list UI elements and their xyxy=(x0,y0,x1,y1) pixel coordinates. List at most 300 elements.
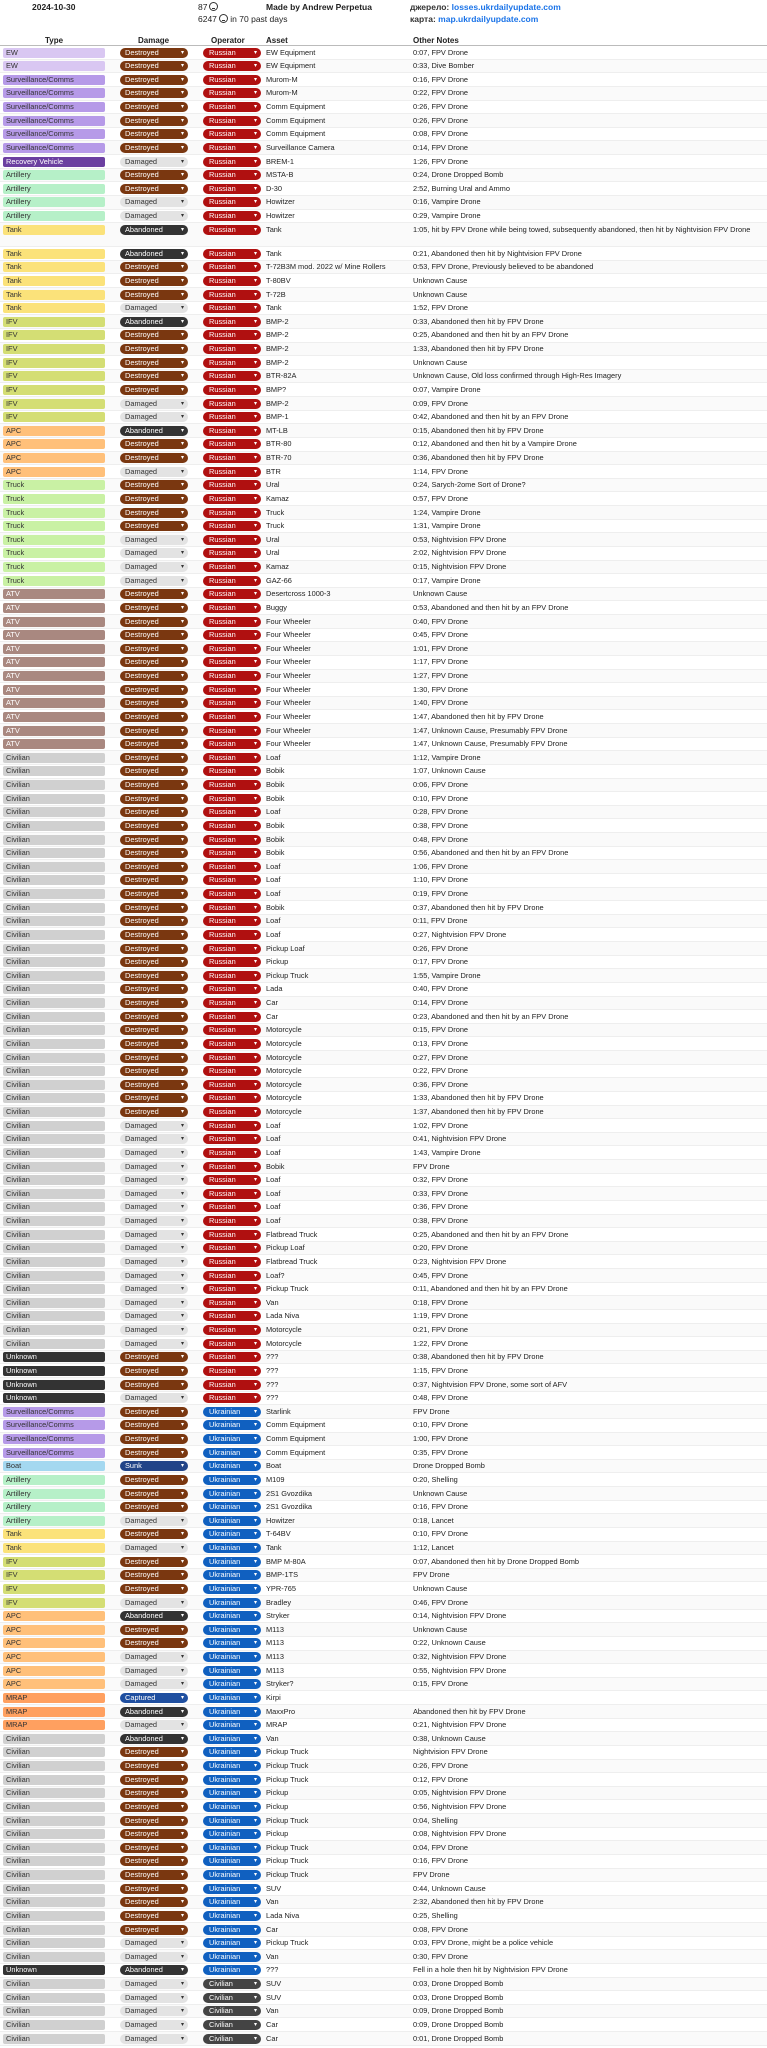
operator-select[interactable] xyxy=(203,1734,261,1744)
damage-select[interactable] xyxy=(120,1298,188,1308)
damage-select[interactable] xyxy=(120,102,188,112)
operator-select[interactable] xyxy=(203,807,261,817)
operator-select[interactable] xyxy=(203,480,261,490)
operator-select[interactable] xyxy=(203,1053,261,1063)
damage-select[interactable] xyxy=(120,453,188,463)
damage-select[interactable] xyxy=(120,426,188,436)
operator-select[interactable] xyxy=(203,197,261,207)
damage-select[interactable] xyxy=(120,170,188,180)
damage-select[interactable] xyxy=(120,1761,188,1771)
operator-select[interactable] xyxy=(203,1216,261,1226)
operator-select[interactable] xyxy=(203,1325,261,1335)
damage-select[interactable] xyxy=(120,617,188,627)
damage-select[interactable] xyxy=(120,1802,188,1812)
damage-select[interactable] xyxy=(120,1489,188,1499)
operator-select[interactable] xyxy=(203,1284,261,1294)
operator-select[interactable] xyxy=(203,88,261,98)
damage-select[interactable] xyxy=(120,1284,188,1294)
operator-select[interactable] xyxy=(203,712,261,722)
damage-select[interactable] xyxy=(120,2034,188,2044)
damage-select[interactable] xyxy=(120,1693,188,1703)
operator-select[interactable] xyxy=(203,1570,261,1580)
damage-select[interactable] xyxy=(120,508,188,518)
damage-select[interactable] xyxy=(120,1121,188,1131)
operator-select[interactable] xyxy=(203,1543,261,1553)
damage-select[interactable] xyxy=(120,1393,188,1403)
operator-select[interactable] xyxy=(203,2034,261,2044)
damage-select[interactable] xyxy=(120,1380,188,1390)
operator-select[interactable] xyxy=(203,1952,261,1962)
operator-select[interactable] xyxy=(203,821,261,831)
operator-select[interactable] xyxy=(203,1066,261,1076)
operator-select[interactable] xyxy=(203,170,261,180)
damage-select[interactable] xyxy=(120,1189,188,1199)
damage-select[interactable] xyxy=(120,548,188,558)
damage-select[interactable] xyxy=(120,1938,188,1948)
damage-select[interactable] xyxy=(120,1707,188,1717)
operator-select[interactable] xyxy=(203,916,261,926)
operator-select[interactable] xyxy=(203,1584,261,1594)
operator-select[interactable] xyxy=(203,630,261,640)
operator-select[interactable] xyxy=(203,102,261,112)
damage-select[interactable] xyxy=(120,2020,188,2030)
operator-select[interactable] xyxy=(203,1557,261,1567)
operator-select[interactable] xyxy=(203,344,261,354)
operator-select[interactable] xyxy=(203,944,261,954)
damage-select[interactable] xyxy=(120,1039,188,1049)
operator-select[interactable] xyxy=(203,508,261,518)
operator-select[interactable] xyxy=(203,535,261,545)
operator-select[interactable] xyxy=(203,1257,261,1267)
map-link[interactable] xyxy=(410,14,538,24)
damage-select[interactable] xyxy=(120,944,188,954)
operator-select[interactable] xyxy=(203,494,261,504)
operator-select[interactable] xyxy=(203,644,261,654)
operator-select[interactable] xyxy=(203,290,261,300)
damage-select[interactable] xyxy=(120,1461,188,1471)
operator-select[interactable] xyxy=(203,2006,261,2016)
operator-select[interactable] xyxy=(203,75,261,85)
operator-select[interactable] xyxy=(203,276,261,286)
operator-select[interactable] xyxy=(203,603,261,613)
operator-select[interactable] xyxy=(203,984,261,994)
damage-select[interactable] xyxy=(120,1788,188,1798)
damage-select[interactable] xyxy=(120,726,188,736)
operator-select[interactable] xyxy=(203,562,261,572)
damage-select[interactable] xyxy=(120,371,188,381)
damage-select[interactable] xyxy=(120,1434,188,1444)
operator-select[interactable] xyxy=(203,1420,261,1430)
damage-select[interactable] xyxy=(120,971,188,981)
damage-select[interactable] xyxy=(120,1134,188,1144)
operator-select[interactable] xyxy=(203,1434,261,1444)
operator-select[interactable] xyxy=(203,1162,261,1172)
operator-select[interactable] xyxy=(203,1352,261,1362)
damage-select[interactable] xyxy=(120,1897,188,1907)
operator-select[interactable] xyxy=(203,412,261,422)
operator-select[interactable] xyxy=(203,589,261,599)
operator-select[interactable] xyxy=(203,1311,261,1321)
damage-select[interactable] xyxy=(120,344,188,354)
operator-select[interactable] xyxy=(203,1761,261,1771)
operator-select[interactable] xyxy=(203,1148,261,1158)
operator-select[interactable] xyxy=(203,1707,261,1717)
damage-select[interactable] xyxy=(120,916,188,926)
damage-select[interactable] xyxy=(120,249,188,259)
operator-select[interactable] xyxy=(203,385,261,395)
damage-select[interactable] xyxy=(120,1475,188,1485)
operator-select[interactable] xyxy=(203,685,261,695)
operator-select[interactable] xyxy=(203,1598,261,1608)
damage-select[interactable] xyxy=(120,197,188,207)
damage-select[interactable] xyxy=(120,1516,188,1526)
operator-select[interactable] xyxy=(203,1925,261,1935)
operator-select[interactable] xyxy=(203,2020,261,2030)
damage-select[interactable] xyxy=(120,1952,188,1962)
operator-select[interactable] xyxy=(203,157,261,167)
source-link[interactable] xyxy=(410,2,561,12)
damage-select[interactable] xyxy=(120,794,188,804)
damage-select[interactable] xyxy=(120,184,188,194)
operator-select[interactable] xyxy=(203,835,261,845)
operator-select[interactable] xyxy=(203,262,261,272)
damage-select[interactable] xyxy=(120,1829,188,1839)
operator-select[interactable] xyxy=(203,1843,261,1853)
damage-select[interactable] xyxy=(120,1734,188,1744)
damage-select[interactable] xyxy=(120,807,188,817)
damage-select[interactable] xyxy=(120,766,188,776)
damage-select[interactable] xyxy=(120,698,188,708)
damage-select[interactable] xyxy=(120,1584,188,1594)
asset-cell xyxy=(266,1638,411,1648)
damage-select[interactable] xyxy=(120,1843,188,1853)
operator-select[interactable] xyxy=(203,657,261,667)
damage-select[interactable] xyxy=(120,48,188,58)
damage-select[interactable] xyxy=(120,821,188,831)
damage-select[interactable] xyxy=(120,903,188,913)
damage-select[interactable] xyxy=(120,889,188,899)
damage-select[interactable] xyxy=(120,480,188,490)
operator-select[interactable] xyxy=(203,1638,261,1648)
operator-select[interactable] xyxy=(203,671,261,681)
damage-select[interactable] xyxy=(120,671,188,681)
damage-select[interactable] xyxy=(120,1352,188,1362)
operator-select[interactable] xyxy=(203,211,261,221)
operator-select[interactable] xyxy=(203,998,261,1008)
operator-select[interactable] xyxy=(203,1747,261,1757)
damage-select[interactable] xyxy=(120,1775,188,1785)
damage-select[interactable] xyxy=(120,303,188,313)
damage-select[interactable] xyxy=(120,753,188,763)
operator-select[interactable] xyxy=(203,1911,261,1921)
damage-select[interactable] xyxy=(120,1747,188,1757)
operator-select[interactable] xyxy=(203,1298,261,1308)
operator-select[interactable] xyxy=(203,1965,261,1975)
operator-select[interactable] xyxy=(203,1202,261,1212)
damage-select[interactable] xyxy=(120,862,188,872)
operator-select[interactable] xyxy=(203,753,261,763)
damage-select[interactable] xyxy=(120,1366,188,1376)
operator-select[interactable] xyxy=(203,1693,261,1703)
operator-select[interactable] xyxy=(203,453,261,463)
damage-select[interactable] xyxy=(120,358,188,368)
operator-select[interactable] xyxy=(203,889,261,899)
operator-select[interactable] xyxy=(203,862,261,872)
operator-select[interactable] xyxy=(203,1366,261,1376)
damage-select[interactable] xyxy=(120,1625,188,1635)
damage-select[interactable] xyxy=(120,1529,188,1539)
operator-select[interactable] xyxy=(203,1175,261,1185)
damage-select[interactable] xyxy=(120,984,188,994)
operator-select[interactable] xyxy=(203,971,261,981)
operator-select[interactable] xyxy=(203,1502,261,1512)
damage-select[interactable] xyxy=(120,143,188,153)
damage-select[interactable] xyxy=(120,116,188,126)
operator-select[interactable] xyxy=(203,1407,261,1417)
operator-select[interactable] xyxy=(203,1189,261,1199)
operator-select[interactable] xyxy=(203,726,261,736)
operator-select[interactable] xyxy=(203,1516,261,1526)
damage-select[interactable] xyxy=(120,712,188,722)
operator-select[interactable] xyxy=(203,426,261,436)
damage-select[interactable] xyxy=(120,1339,188,1349)
operator-select[interactable] xyxy=(203,1788,261,1798)
damage-select[interactable] xyxy=(120,1666,188,1676)
operator-select[interactable] xyxy=(203,1393,261,1403)
damage-select[interactable] xyxy=(120,1611,188,1621)
operator-select[interactable] xyxy=(203,1652,261,1662)
operator-select[interactable] xyxy=(203,1489,261,1499)
operator-select[interactable] xyxy=(203,249,261,259)
damage-select[interactable] xyxy=(120,1720,188,1730)
damage-select[interactable] xyxy=(120,276,188,286)
operator-select[interactable] xyxy=(203,1121,261,1131)
damage-select[interactable] xyxy=(120,1162,188,1172)
operator-select[interactable] xyxy=(203,371,261,381)
operator-select[interactable] xyxy=(203,1529,261,1539)
operator-select[interactable] xyxy=(203,1979,261,1989)
operator-select[interactable] xyxy=(203,930,261,940)
damage-select[interactable] xyxy=(120,439,188,449)
damage-select[interactable] xyxy=(120,317,188,327)
operator-select[interactable] xyxy=(203,521,261,531)
operator-select[interactable] xyxy=(203,61,261,71)
operator-select[interactable] xyxy=(203,1938,261,1948)
damage-select[interactable] xyxy=(120,1243,188,1253)
operator-select[interactable] xyxy=(203,1802,261,1812)
damage-select[interactable] xyxy=(120,1979,188,1989)
operator-select[interactable] xyxy=(203,1870,261,1880)
damage-select[interactable] xyxy=(120,1570,188,1580)
operator-select[interactable] xyxy=(203,1271,261,1281)
damage-select[interactable] xyxy=(120,576,188,586)
operator-select[interactable] xyxy=(203,548,261,558)
damage-select[interactable] xyxy=(120,589,188,599)
operator-select[interactable] xyxy=(203,439,261,449)
operator-select[interactable] xyxy=(203,184,261,194)
damage-select[interactable] xyxy=(120,1870,188,1880)
operator-select[interactable] xyxy=(203,1080,261,1090)
damage-select[interactable] xyxy=(120,2006,188,2016)
operator-select[interactable] xyxy=(203,903,261,913)
damage-select[interactable] xyxy=(120,1093,188,1103)
damage-select[interactable] xyxy=(120,1025,188,1035)
operator-select[interactable] xyxy=(203,1025,261,1035)
operator-select[interactable] xyxy=(203,143,261,153)
damage-select[interactable] xyxy=(120,1652,188,1662)
damage-select[interactable] xyxy=(120,1407,188,1417)
operator-select[interactable] xyxy=(203,330,261,340)
damage-select[interactable] xyxy=(120,685,188,695)
operator-select[interactable] xyxy=(203,129,261,139)
damage-select[interactable] xyxy=(120,61,188,71)
operator-select[interactable] xyxy=(203,1666,261,1676)
damage-select[interactable] xyxy=(120,225,188,235)
damage-select[interactable] xyxy=(120,1925,188,1935)
operator-select[interactable] xyxy=(203,1107,261,1117)
damage-select[interactable] xyxy=(120,1816,188,1826)
damage-select[interactable] xyxy=(120,957,188,967)
damage-select-text: Destroyed xyxy=(125,480,159,490)
operator-select[interactable] xyxy=(203,1856,261,1866)
operator-select[interactable] xyxy=(203,739,261,749)
operator-select[interactable] xyxy=(203,399,261,409)
damage-select[interactable] xyxy=(120,1271,188,1281)
damage-select[interactable] xyxy=(120,290,188,300)
operator-select[interactable] xyxy=(203,848,261,858)
operator-select[interactable] xyxy=(203,1448,261,1458)
damage-select[interactable] xyxy=(120,780,188,790)
asset-cell xyxy=(266,330,411,340)
operator-select[interactable] xyxy=(203,1012,261,1022)
damage-select[interactable] xyxy=(120,412,188,422)
damage-select[interactable] xyxy=(120,835,188,845)
operator-select[interactable] xyxy=(203,467,261,477)
damage-select[interactable] xyxy=(120,1230,188,1240)
operator-select[interactable] xyxy=(203,1993,261,2003)
damage-select[interactable] xyxy=(120,1148,188,1158)
operator-select[interactable] xyxy=(203,1775,261,1785)
operator-select[interactable] xyxy=(203,794,261,804)
operator-select[interactable] xyxy=(203,116,261,126)
damage-select[interactable] xyxy=(120,875,188,885)
damage-select[interactable] xyxy=(120,1448,188,1458)
damage-select[interactable] xyxy=(120,521,188,531)
damage-select[interactable] xyxy=(120,1012,188,1022)
operator-select[interactable] xyxy=(203,1093,261,1103)
damage-select[interactable] xyxy=(120,1557,188,1567)
operator-select[interactable] xyxy=(203,48,261,58)
damage-select[interactable] xyxy=(120,88,188,98)
operator-select[interactable] xyxy=(203,1679,261,1689)
operator-select[interactable] xyxy=(203,698,261,708)
operator-select[interactable] xyxy=(203,358,261,368)
damage-select[interactable] xyxy=(120,1325,188,1335)
damage-select[interactable] xyxy=(120,1993,188,2003)
operator-select[interactable] xyxy=(203,1461,261,1471)
damage-select[interactable] xyxy=(120,998,188,1008)
operator-select[interactable] xyxy=(203,1611,261,1621)
damage-select[interactable] xyxy=(120,1638,188,1648)
damage-select[interactable] xyxy=(120,535,188,545)
damage-select[interactable] xyxy=(120,562,188,572)
damage-select[interactable] xyxy=(120,1053,188,1063)
damage-select[interactable] xyxy=(120,1911,188,1921)
operator-select[interactable] xyxy=(203,766,261,776)
damage-select[interactable] xyxy=(120,399,188,409)
operator-select[interactable] xyxy=(203,875,261,885)
damage-select[interactable] xyxy=(120,657,188,667)
damage-select[interactable] xyxy=(120,330,188,340)
damage-select[interactable] xyxy=(120,1420,188,1430)
map-url[interactable]: map.ukrdailyupdate.com xyxy=(438,14,539,24)
damage-select[interactable] xyxy=(120,1502,188,1512)
damage-select[interactable] xyxy=(120,1311,188,1321)
operator-select[interactable] xyxy=(203,617,261,627)
damage-select[interactable] xyxy=(120,739,188,749)
operator-select[interactable] xyxy=(203,1816,261,1826)
damage-select[interactable] xyxy=(120,1080,188,1090)
operator-select[interactable] xyxy=(203,1897,261,1907)
damage-select[interactable] xyxy=(120,930,188,940)
chevron-down-icon: ▾ xyxy=(180,1422,184,1429)
damage-select[interactable] xyxy=(120,1679,188,1689)
operator-select[interactable] xyxy=(203,780,261,790)
operator-select[interactable] xyxy=(203,1230,261,1240)
operator-select[interactable] xyxy=(203,1720,261,1730)
damage-select[interactable] xyxy=(120,1257,188,1267)
operator-select[interactable] xyxy=(203,1380,261,1390)
damage-select[interactable] xyxy=(120,644,188,654)
damage-select[interactable] xyxy=(120,603,188,613)
operator-select[interactable] xyxy=(203,576,261,586)
damage-select[interactable] xyxy=(120,630,188,640)
damage-select[interactable] xyxy=(120,211,188,221)
damage-select[interactable] xyxy=(120,1884,188,1894)
source-url[interactable]: losses.ukrdailyupdate.com xyxy=(451,2,561,12)
operator-select[interactable] xyxy=(203,1134,261,1144)
damage-select[interactable] xyxy=(120,129,188,139)
damage-select[interactable] xyxy=(120,75,188,85)
damage-select[interactable] xyxy=(120,1856,188,1866)
damage-select[interactable] xyxy=(120,467,188,477)
damage-select[interactable] xyxy=(120,1066,188,1076)
operator-select[interactable] xyxy=(203,303,261,313)
damage-select[interactable] xyxy=(120,1216,188,1226)
operator-select[interactable] xyxy=(203,1339,261,1349)
operator-select[interactable] xyxy=(203,1475,261,1485)
damage-select[interactable] xyxy=(120,1965,188,1975)
operator-select[interactable] xyxy=(203,1625,261,1635)
operator-select[interactable] xyxy=(203,1884,261,1894)
damage-select[interactable] xyxy=(120,1202,188,1212)
damage-select[interactable] xyxy=(120,262,188,272)
damage-select[interactable] xyxy=(120,1107,188,1117)
damage-select[interactable] xyxy=(120,385,188,395)
damage-select[interactable] xyxy=(120,1543,188,1553)
operator-select[interactable] xyxy=(203,1039,261,1049)
operator-select[interactable] xyxy=(203,1829,261,1839)
operator-select[interactable] xyxy=(203,225,261,235)
operator-select[interactable] xyxy=(203,317,261,327)
damage-select[interactable] xyxy=(120,1175,188,1185)
operator-select[interactable] xyxy=(203,1243,261,1253)
damage-select[interactable] xyxy=(120,494,188,504)
damage-select[interactable] xyxy=(120,157,188,167)
damage-select[interactable] xyxy=(120,848,188,858)
operator-select[interactable] xyxy=(203,957,261,967)
damage-select[interactable] xyxy=(120,1598,188,1608)
